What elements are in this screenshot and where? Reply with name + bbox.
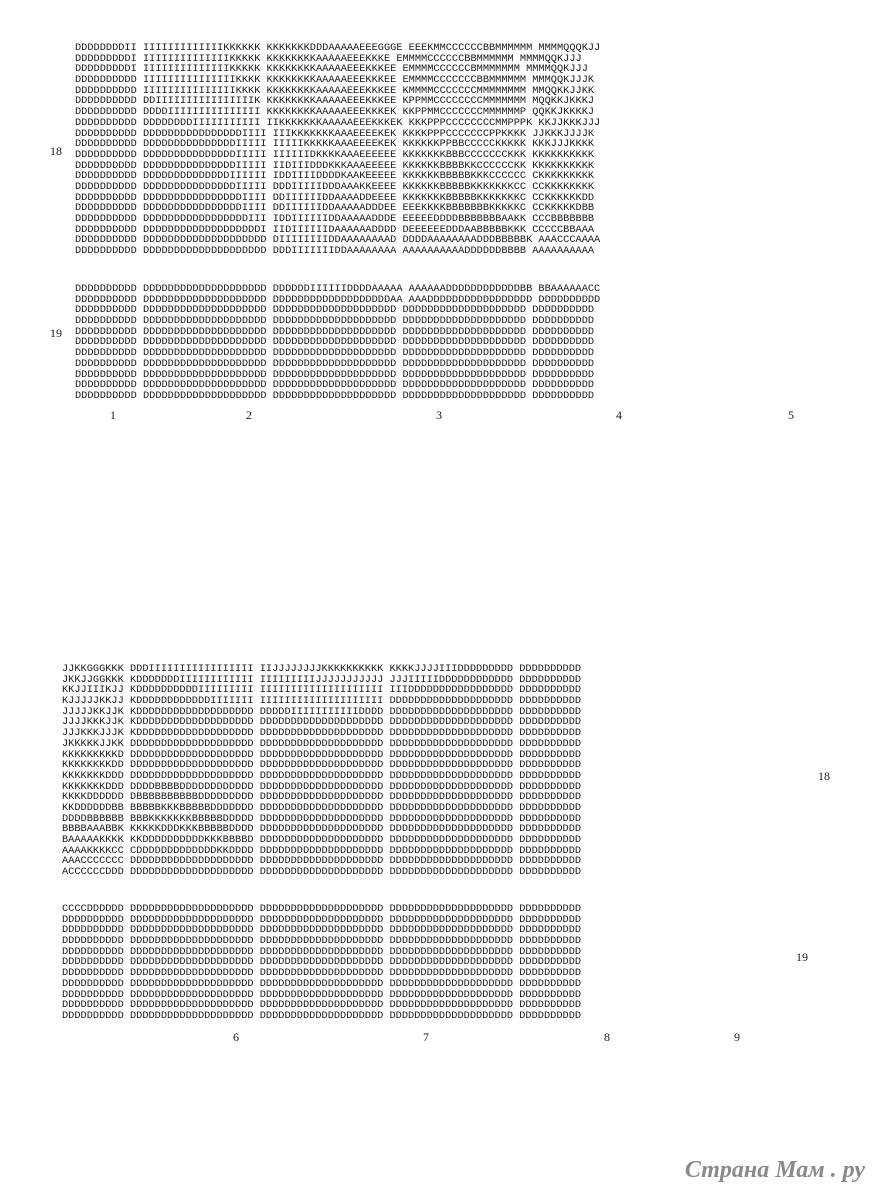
pattern-row: JJJJJKKJJK KDDDDDDDDDDDDDDDDDDD DDDDDIIIIIIIIIIIDDDD DDDDDDDDDDDDDDDDDDDD DDDDDDDDDD — [62, 705, 582, 718]
pattern-row: AAACCCCCCC DDDDDDDDDDDDDDDDDDDD DDDDDDDDDDDDDDDDDDDD DDDDDDDDDDDDDDDDDDDD DDDDDDDDDD — [62, 855, 582, 868]
row-label-18-top: 18 — [50, 144, 62, 158]
pattern-row: DDDDDDDDDD DDDDDDDDDDDDDDDDDDDD DDDDDDDDDDDDDDDDDDDD DDDDDDDDDDDDDDDDDDDD DDDDDDDDDD — [75, 357, 595, 370]
pattern-row: DDDDBBBBBB BBBKKKKKKKBBBBBDDDDD DDDDDDDDDDDDDDDDDDDD DDDDDDDDDDDDDDDDDDDD DDDDDDDDDD — [62, 812, 582, 825]
row-label-18-bottom: 18 — [818, 769, 830, 783]
pattern-row: DDDDDDDDDD DDDDDDDDDDDDDDIIIIII IDDIIIIDDDDKAAKEEEEE KKKKKKBBBBBKKKCCCCCC CKKKKKKKKK — [75, 170, 595, 183]
pattern-row: DDDDDDDDDD DDDDDDDDDDDDDDDDDDDD DDDDDDDDDDDDDDDDDDDD DDDDDDDDDDDDDDDDDDDD DDDDDDDDDD — [62, 977, 582, 990]
pattern-row: DDDDDDDDDD DDDDDDDDDDDDDDDDDDDD DDDDDDDDDDDDDDDDDDDD DDDDDDDDDDDDDDDDDDDD DDDDDDDDDD — [62, 935, 582, 948]
pattern-row: KJJJJJKKJJ KDDDDDDDDDDDDIIIIIII IIIIIIIIIIIIIIIIIIII DDDDDDDDDDDDDDDDDDDD DDDDDDDDDD — [62, 695, 582, 708]
pattern-row: DDDDDDDDDD DDDDDDDDIIIIIIIIIII IIKKKKKKKAAAAAEEEKKKEK KKKPPPCCCCCCCCMMPPPK KKJJKKKJJJ — [75, 116, 601, 129]
pattern-row: DDDDDDDDDD DDDDDDDDDDDDDDDDDDDD DDDDDDIIIIIIDDDDAAAAA AAAAAADDDDDDDDDDDDBB BBAAAAAACC — [75, 283, 601, 295]
pattern-row: CCCCDDDDDD DDDDDDDDDDDDDDDDDDDD DDDDDDDDDDDDDDDDDDDD DDDDDDDDDDDDDDDDDDDD DDDDDDDDDD — [62, 903, 582, 915]
pattern-row: DDDDDDDDDD DDDDDDDDDDDDDDDDDDDD DDDDDDDDDDDDDDDDDDDD DDDDDDDDDDDDDDDDDDDD DDDDDDDDDD — [62, 924, 582, 937]
column-label-6: 6 — [233, 1030, 239, 1044]
pattern-grid-top-row-19 — [75, 284, 600, 402]
column-label-4: 4 — [616, 408, 622, 422]
column-label-2: 2 — [246, 408, 252, 422]
pattern-row: DDDDDDDDDD DDDDDDDDDDDDDDDDDDDD DDDDDDDDDDDDDDDDDDDD DDDDDDDDDDDDDDDDDDDD DDDDDDDDDD — [75, 336, 595, 349]
pattern-row: DDDDDDDDDD DDDDDDDDDDDDDDDDDDDD DDDDDDDDDDDDDDDDDDDD DDDDDDDDDDDDDDDDDDDD DDDDDDDDDD — [75, 389, 595, 402]
pattern-row: DDDDDDDDDD DDDDDDDDDDDDDDDDDDDD DDDDDDDDDDDDDDDDDDDD DDDDDDDDDDDDDDDDDDDD DDDDDDDDDD — [75, 347, 595, 360]
pattern-row: KKKKKKKDDD DDDDDDDDDDDDDDDDDDDD DDDDDDDDDDDDDDDDDDDD DDDDDDDDDDDDDDDDDDDD DDDDDDDDDD — [62, 769, 582, 782]
column-label-1: 1 — [110, 408, 116, 422]
pattern-grid-bottom-row-18 — [62, 664, 581, 878]
pattern-row: DDDDDDDDDD DDDDDDDDDDDDDDDDDDDD DDDDDDDDDDDDDDDDDDDD DDDDDDDDDDDDDDDDDDDD DDDDDDDDDD — [75, 325, 595, 338]
pattern-row: DDDDDDDDDD DDDDDDDDDDDDDDDIIIII IIIIIKKKKKAAAEEEEKEK KKKKKKPPBBCCCCCKKKKK KKKJJJKKKK — [75, 138, 595, 151]
column-label-7: 7 — [423, 1030, 429, 1044]
pattern-row: DDDDDDDDDD DDDDDDDDDDDDDDDDDDDD DDDDDDDDDDDDDDDDDDDD DDDDDDDDDDDDDDDDDDDD DDDDDDDDDD — [62, 945, 582, 958]
pattern-row: DDDDDDDDDD DDDDDDDDDDDDDDDDDDDD DDDDDDDDDDDDDDDDDDDD DDDDDDDDDDDDDDDDDDDD DDDDDDDDDD — [62, 956, 582, 969]
pattern-row: DDDDDDDDDD DDDDDDDDDDDDDDDDDDDD DDDDDDDDDDDDDDDDDDDD DDDDDDDDDDDDDDDDDDDD DDDDDDDDDD — [62, 999, 582, 1012]
site-watermark: Страна Мам . ру — [684, 1157, 865, 1183]
pattern-row: BBBBAAABBK KKKKKDDDKKKBBBBBDDDD DDDDDDDDDDDDDDDDDDDD DDDDDDDDDDDDDDDDDDDD DDDDDDDDDD — [62, 823, 582, 836]
pattern-row: AAAAKKKKCC CDDDDDDDDDDDDDKKDDDD DDDDDDDDDDDDDDDDDDDD DDDDDDDDDDDDDDDDDDDD DDDDDDDDDD — [62, 844, 582, 857]
pattern-row: DDDDDDDDDD DDDDDDDDDDDDDDDDDDDD DDDDDDDDDDDDDDDDDDDD DDDDDDDDDDDDDDDDDDDD DDDDDDDDDD — [62, 1009, 582, 1022]
pattern-row: DDDDDDDDDD DDDDDDDDDDDDDDDDDDDD DDDDDDDDDDDDDDDDDDDD DDDDDDDDDDDDDDDDDDDD DDDDDDDDDD — [75, 304, 595, 317]
pattern-row: JJJJKKKJJK KDDDDDDDDDDDDDDDDDDD DDDDDDDDDDDDDDDDDDDD DDDDDDDDDDDDDDDDDDDD DDDDDDDDDD — [62, 716, 582, 729]
pattern-row: JJKKGGGKKK DDDIIIIIIIIIIIIIIIII IIJJJJJJJJKKKKKKKKKK KKKKJJJJIIIDDDDDDDDD DDDDDDDDDD — [62, 663, 582, 675]
pattern-row: JJJKKKJJJK KDDDDDDDDDDDDDDDDDDD DDDDDDDDDDDDDDDDDDDD DDDDDDDDDDDDDDDDDDDD DDDDDDDDDD — [62, 727, 582, 740]
pattern-row: DDDDDDDDDD DDDDIIIIIIIIIIIIIII KKKKKKKKAAAAAEEEKKKEK KKPPMMCCCCCCCMMMMMMP QQKKJKKKKJ — [75, 106, 595, 119]
pattern-row: DDDDDDDDDD IIIIIIIIIIIIIIIKKKK KKKKKKKKAAAAAEEEKKKEE EMMMMCCCCCCCBBMMMMMM MMMQQKJJJK — [75, 74, 595, 87]
pattern-row: DDDDDDDDDI IIIIIIIIIIIIIIKKKKK KKKKKKKKAAAAAEEEKKKEE EMMMMCCCCCCBMMMMMMM MMMMQQKJJJ — [75, 63, 588, 76]
pattern-row: BAAAAAKKKK KKDDDDDDDDDDKKKBBBBD DDDDDDDDDDDDDDDDDDDD DDDDDDDDDDDDDDDDDDDD DDDDDDDDDD — [62, 834, 582, 846]
pattern-row: DDDDDDDDDD IIIIIIIIIIIIIIIKKKK KKKKKKKKAAAAAEEEKKKEE KMMMMCCCCCCCMMMMMMMM MMQQKKJJKK — [75, 84, 595, 97]
pattern-row: DDDDDDDDDD DDDDDDDDDDDDDDDIIIII IIIIIIDKKKKAAAEEEEEE KKKKKKKBBBCCCCCCCKKK KKKKKKKKKK — [75, 148, 595, 161]
pattern-row: DDDDDDDDDD DDDDDDDDDDDDDDDDDDDD DDDDDDDDDDDDDDDDDDDD DDDDDDDDDDDDDDDDDDDD DDDDDDDDDD — [75, 379, 595, 392]
pattern-row: DDDDDDDDDD DDDDDDDDDDDDDDDDDDDD DDDDDDDDDDDDDDDDDDDD DDDDDDDDDDDDDDDDDDDD DDDDDDDDDD — [62, 988, 582, 1001]
pattern-row: KKDDDDDDBB BBBBBKKKBBBBBDDDDDDD DDDDDDDDDDDDDDDDDDDD DDDDDDDDDDDDDDDDDDDD DDDDDDDDDD — [62, 801, 582, 814]
pattern-row: DDDDDDDDDD DDDDDDDDDDDDDDDIIIII IIDIIIDDDKKKAAAEEEEE KKKKKKBBBBKKCCCCCCKK KKKKKKKKKK — [75, 159, 595, 172]
pattern-row: DDDDDDDDDD DDDDDDDDDDDDDDDDDIII IDDIIIIIIDDAAAAADDDE EEEEEDDDDBBBBBBBAAKK CCCBBBBBBB — [75, 213, 595, 225]
column-label-5: 5 — [788, 408, 794, 422]
pattern-row: DDDDDDDDDD DDDDDDDDDDDDDDDDDDDI IIDIIIIIIDAAAAAADDDD DEEEEEEDDDAABBBBBKKK CCCCCBBAAA — [75, 223, 595, 236]
pattern-row: DDDDDDDDDD DDDDDDDDDDDDDDDDDDDD DDDIIIIIIIDDAAAAAAAA AAAAAAAAAADDDDDDBBBB AAAAAAAAAA — [75, 245, 595, 258]
pattern-row: KKKKKKKKKD DDDDDDDDDDDDDDDDDDDD DDDDDDDDDDDDDDDDDDDD DDDDDDDDDDDDDDDDDDDD DDDDDDDDDD — [62, 748, 582, 761]
pattern-grid-bottom-row-19 — [62, 904, 581, 1022]
pattern-row: DDDDDDDDDD DDDDDDDDDDDDDDDDDDDD DDDDDDDDDDDDDDDDDDDAA AAADDDDDDDDDDDDDDDDD DDDDDDDDDD — [75, 293, 601, 306]
pattern-row: DDDDDDDDDD DDDDDDDDDDDDDDDDDDDD DDDDDDDDDDDDDDDDDDDD DDDDDDDDDDDDDDDDDDDD DDDDDDDDDD — [62, 967, 582, 980]
pattern-row: KKKKKKKDDD DDDDBBBBDDDDDDDDDDDD DDDDDDDDDDDDDDDDDDDD DDDDDDDDDDDDDDDDDDDD DDDDDDDDDD — [62, 780, 582, 793]
pattern-row: JKKKKKJJKK DDDDDDDDDDDDDDDDDDDD DDDDDDDDDDDDDDDDDDDD DDDDDDDDDDDDDDDDDDDD DDDDDDDDDD — [62, 737, 582, 750]
pattern-grid-top-row-18 — [75, 43, 600, 257]
column-label-3: 3 — [436, 408, 442, 422]
column-label-9: 9 — [734, 1030, 740, 1044]
pattern-row: KKKKKKKKDD DDDDDDDDDDDDDDDDDDDD DDDDDDDDDDDDDDDDDDDD DDDDDDDDDDDDDDDDDDDD DDDDDDDDDD — [62, 759, 582, 772]
pattern-row: KKKKDDDDDD DBBBBBBBBBBDDDDDDDDD DDDDDDDDDDDDDDDDDDDD DDDDDDDDDDDDDDDDDDDD DDDDDDDDDD — [62, 791, 582, 804]
pattern-row: DDDDDDDDDD DDDDDDDDDDDDDDDDDDDD DDDDDDDDDDDDDDDDDDDD DDDDDDDDDDDDDDDDDDDD DDDDDDDDDD — [75, 315, 595, 328]
pattern-row: DDDDDDDDDI IIIIIIIIIIIIIIKKKKK KKKKKKKKAAAAAEEEKKKE EMMMMCCCCCCBBMMMMMM MMMMQQKJJJ — [75, 52, 582, 65]
column-label-8: 8 — [604, 1030, 610, 1044]
pattern-row: DDDDDDDDDD DDDDDDDDDDDDDDDDIIII DDIIIIIIDDAAAADDEEEE KKKKKKKBBBBBKKKKKKKC CCKKKKKKDD — [75, 191, 595, 204]
row-label-19-bottom: 19 — [796, 950, 808, 964]
pattern-row: DDDDDDDDDD DDDDDDDDDDDDDDDDIIII DDIIIIIIDDAAAAADDDEE EEEKKKKBBBBBBBKKKKKC CCKKKKKDBB — [75, 202, 595, 215]
pattern-row: DDDDDDDDDD DDDDDDDDDDDDDDDDDDDD DDDDDDDDDDDDDDDDDDDD DDDDDDDDDDDDDDDDDDDD DDDDDDDDDD — [75, 368, 595, 381]
pattern-row: DDDDDDDDDD DDDDDDDDDDDDDDDDIIII IIIKKKKKKKAAAEEEEKEK KKKKPPPCCCCCCCPPKKKK JJKKKJJJJK — [75, 127, 595, 140]
pattern-row: DDDDDDDDII IIIIIIIIIIIIIKKKKKK KKKKKKKDDDAAAAAEEEGGGE EEEKMMCCCCCCBBMMMMMM MMMMQQQKJJ — [75, 42, 601, 54]
pattern-row: DDDDDDDDDD DDDDDDDDDDDDDDDDDDDD DIIIIIIIIDDAAAAAAAAD DDDDAAAAAAAADDDBBBBBK AAACCCAAAA — [75, 234, 601, 247]
pattern-row: DDDDDDDDDD DDDDDDDDDDDDDDDDDDDD DDDDDDDDDDDDDDDDDDDD DDDDDDDDDDDDDDDDDDDD DDDDDDDDDD — [62, 913, 582, 926]
pattern-row: JKKJJGGKKK KDDDDDDDIIIIIIIIIIII IIIIIIIIIJJJJJJJJJJJ JJJIIIIIDDDDDDDDDDDD DDDDDDDDDD — [62, 673, 582, 686]
row-label-19-top: 19 — [50, 326, 62, 340]
pattern-row: DDDDDDDDDD DDIIIIIIIIIIIIIIIIK KKKKKKKKAAAAAEEEKKKEE KPPMMCCCCCCCCMMMMMMM MQQKKJKKKJ — [75, 95, 595, 108]
pattern-row: ACCCCCCDDD DDDDDDDDDDDDDDDDDDDD DDDDDDDDDDDDDDDDDDDD DDDDDDDDDDDDDDDDDDDD DDDDDDDDDD — [62, 866, 582, 879]
pattern-row: DDDDDDDDDD DDDDDDDDDDDDDDDIIIII DDDIIIIIDDDAAAKKEEEE KKKKKKBBBBBKKKKKKKCC CCKKKKKKKK — [75, 180, 595, 193]
pattern-row: KKJJIIIKJJ KDDDDDDDDDDIIIIIIIII IIIIIIIIIIIIIIIIIIII IIIDDDDDDDDDDDDDDDDD DDDDDDDDDD — [62, 684, 582, 697]
